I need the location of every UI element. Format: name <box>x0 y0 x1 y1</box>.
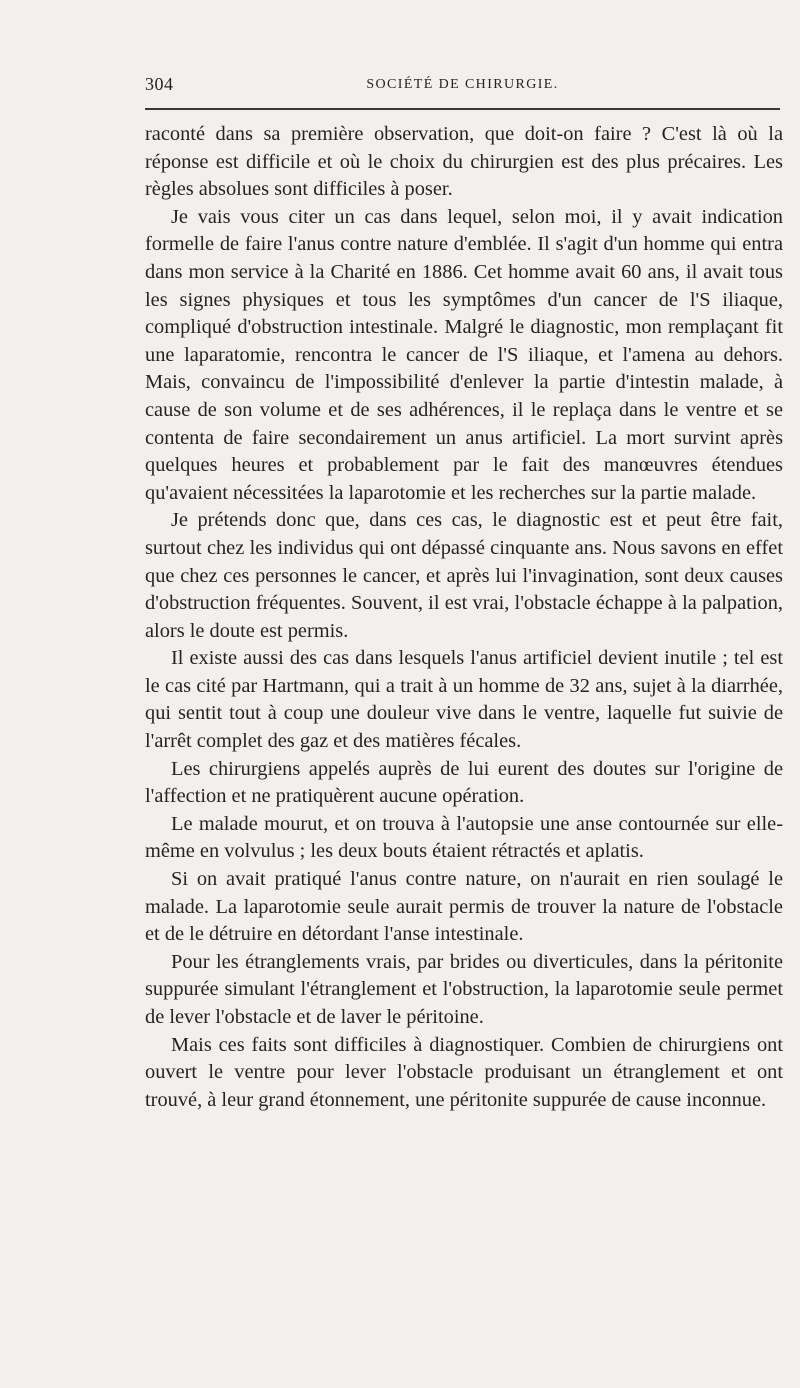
paragraph: Pour les étranglements vrais, par brides ou diverticules, dans la péritonite suppurée simulant l'étranglement et l'obstruction, la laparotomie seule permet de lever l'obstacle et de laver le péritoine. <box>145 950 783 1028</box>
paragraph: Le malade mourut, et on trouva à l'autopsie une anse contournée sur elle-même en volvulus ; les deux bouts étaient rétractés et aplatis. <box>145 812 783 863</box>
paragraph: Mais ces faits sont difficiles à diagnostiquer. Combien de chirurgiens ont ouvert le ventre pour lever l'obstacle produisant un étranglement et ont trouvé, à leur grand étonnement, une péritonite suppurée de cause inconnue. <box>145 1033 783 1111</box>
paragraph: Je prétends donc que, dans ces cas, le diagnostic est et peut être fait, surtout chez les individus qui ont dépassé cinquante ans. Nous savons en effet que chez ces personnes le cancer, et après lui l'invagination, sont deux causes d'obstruction fréquentes. Souvent, il est vrai, l'obstacle échappe à la palpation, alors le doute est permis. <box>145 509 783 642</box>
paragraph: raconté dans sa première observation, que doit-on faire ? C'est là où la réponse est difficile et où le choix du chirurgien est des plus précaires. Les règles absolues sont difficiles à poser. <box>145 123 783 201</box>
paragraph: Les chirurgiens appelés auprès de lui eurent des doutes sur l'origine de l'affection et ne pratiquèrent aucune opération. <box>145 757 783 808</box>
running-title: SOCIÉTÉ DE CHIRURGIE. <box>366 77 559 92</box>
page-number: 304 <box>145 74 174 94</box>
body-text <box>145 121 783 1114</box>
paragraph: Je vais vous citer un cas dans lequel, selon moi, il y avait indication formelle de faire l'anus contre nature d'emblée. Il s'agit d'un homme qui entra dans mon service à la Charité en 1886. Cet homme avait 60 ans, il avait tous les signes physiques et tous les symptômes d'un cancer de l'S iliaque, compliqué d'obstruction intestinale. Malgré le diagnostic, mon remplaçant fit une laparatomie, rencontra le cancer de l'S iliaque, et l'amena au dehors. Mais, convaincu de l'impossibilité d'enlever la partie d'intestin malade, à cause de son volume et de ses adhérences, il le replaça dans le ventre et se contenta de faire secondairement un anus artificiel. La mort survint après quelques heures et probablement par le fait des manœuvres étendues qu'avaient nécessitées la laparotomie et les recherches sur la partie malade. <box>145 205 783 504</box>
page-header <box>145 74 780 104</box>
header-rule <box>145 108 780 110</box>
paragraph: Il existe aussi des cas dans lesquels l'anus artificiel devient inutile ; tel est le cas cité par Hartmann, qui a trait à un homme de 32 ans, sujet à la diarrhée, qui sentit tout à coup une douleur vive dans le ventre, laquelle fut suivie de l'arrêt complet des gaz et des matières fécales. <box>145 647 783 753</box>
paragraph: Si on avait pratiqué l'anus contre nature, on n'aurait en rien soulagé le malade. La laparotomie seule aurait permis de trouver la nature de l'obstacle et de le détruire en détordant l'anse intestinale. <box>145 868 783 946</box>
